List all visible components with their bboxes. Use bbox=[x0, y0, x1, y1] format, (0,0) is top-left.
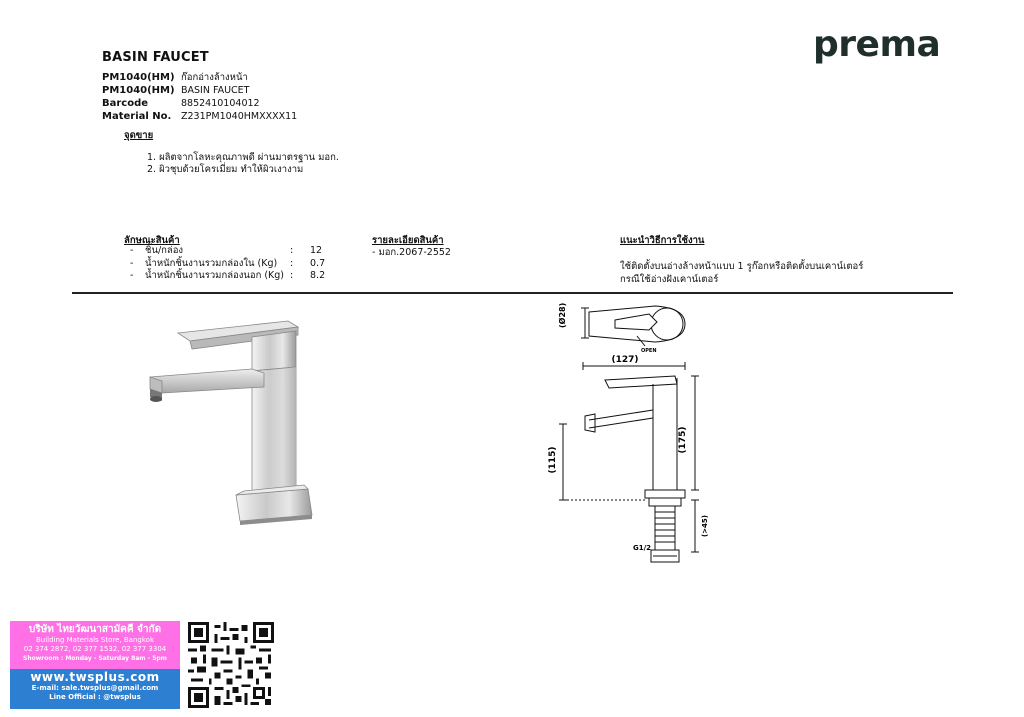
diameter-label: (Ø28) bbox=[558, 302, 567, 328]
info-label: Barcode bbox=[102, 98, 149, 109]
width-dimension: (127) bbox=[611, 355, 639, 365]
document-title: BASIN FAUCET bbox=[102, 50, 209, 65]
property-label: น้ำหนักชิ้นงานรวมกล่องใน (Kg) bbox=[145, 257, 278, 269]
property-colon: : bbox=[290, 270, 294, 281]
info-value: Z231PM1040HMXXXX11 bbox=[181, 111, 298, 122]
feature-item: 2. ผิวชุบด้วยโครเมี่ยม ทำให้ผิวเงางาม bbox=[147, 164, 304, 175]
info-row bbox=[102, 84, 297, 97]
property-value: 0.7 bbox=[310, 257, 326, 269]
store-description: Building Materials Store, Bangkok bbox=[36, 636, 154, 644]
features-list bbox=[147, 152, 339, 176]
info-row bbox=[102, 110, 297, 123]
feature-item: 1. ผลิตจากโลหะคุณภาพดี ผ่านมาตรฐาน มอก. bbox=[147, 152, 339, 163]
product-info bbox=[102, 71, 297, 123]
property-dash: - bbox=[130, 270, 134, 281]
info-row bbox=[102, 97, 297, 110]
property-dash: - bbox=[130, 245, 134, 256]
properties-list bbox=[130, 245, 325, 283]
usage-text bbox=[620, 261, 863, 286]
min-length-dimension: (>45) bbox=[701, 514, 709, 538]
info-label: PM1040(HM) bbox=[102, 72, 175, 83]
details-heading: รายละเอียดสินค้า bbox=[372, 235, 444, 246]
technical-drawing bbox=[545, 300, 725, 580]
divider bbox=[72, 292, 953, 294]
info-value: BASIN FAUCET bbox=[181, 85, 250, 96]
store-phones: 02 374 2872, 02 377 1532, 02 377 3304 bbox=[23, 645, 167, 653]
open-label: OPEN bbox=[641, 348, 657, 354]
property-label: น้ำหนักชิ้นงานรวมกล่องนอก (Kg) bbox=[145, 270, 285, 281]
property-value: 8.2 bbox=[310, 270, 326, 281]
thread-label: G1/2 bbox=[633, 544, 652, 552]
company-name: บริษัท ไทยวัฒนาสามัคคี จำกัด bbox=[28, 624, 162, 635]
faucet-illustration bbox=[140, 315, 330, 530]
spout-height-dimension: (115) bbox=[548, 446, 558, 474]
property-row bbox=[130, 270, 325, 283]
property-row bbox=[130, 258, 325, 271]
property-label: ชิ้น/กล่อง bbox=[145, 245, 184, 256]
property-colon: : bbox=[290, 245, 294, 256]
usage-heading: แนะนำวิธีการใช้งาน bbox=[620, 235, 705, 246]
property-row bbox=[130, 245, 325, 258]
store-card-bottom bbox=[10, 669, 180, 709]
info-label: PM1040(HM) bbox=[102, 85, 175, 96]
info-row bbox=[102, 71, 297, 84]
features-heading: จุดขาย bbox=[124, 130, 154, 141]
height-dimension: (175) bbox=[678, 426, 688, 454]
properties-heading: ลักษณะสินค้า bbox=[124, 235, 180, 246]
usage-line: ใช้ติดตั้งบนอ่างล้างหน้าแบบ 1 รูก๊อกหรือติดตั้งบนเคาน์เตอร์ bbox=[620, 261, 864, 272]
property-dash: - bbox=[130, 257, 134, 269]
info-value: ก๊อกอ่างล้างหน้า bbox=[181, 72, 248, 83]
showroom-hours: Showroom : Monday - Saturday 8am - 5pm bbox=[23, 655, 167, 662]
store-card-top bbox=[10, 621, 180, 669]
email-link[interactable]: E-mail: sale.twsplus@gmail.com bbox=[31, 684, 159, 692]
property-colon: : bbox=[290, 257, 294, 269]
usage-line: กรณีใช้อ่างฝังเคาน์เตอร์ bbox=[620, 273, 719, 285]
standard-text: - มอก.2067-2552 bbox=[372, 247, 451, 258]
qr-code bbox=[188, 622, 274, 708]
brand-logo: prema bbox=[813, 24, 941, 65]
info-value: 8852410104012 bbox=[181, 98, 260, 109]
property-value: 12 bbox=[310, 245, 323, 256]
store-card bbox=[10, 621, 180, 709]
line-official: Line Official : @twsplus bbox=[49, 692, 141, 701]
info-label: Material No. bbox=[102, 111, 172, 122]
website-link[interactable]: www.twsplus.com bbox=[30, 670, 160, 684]
